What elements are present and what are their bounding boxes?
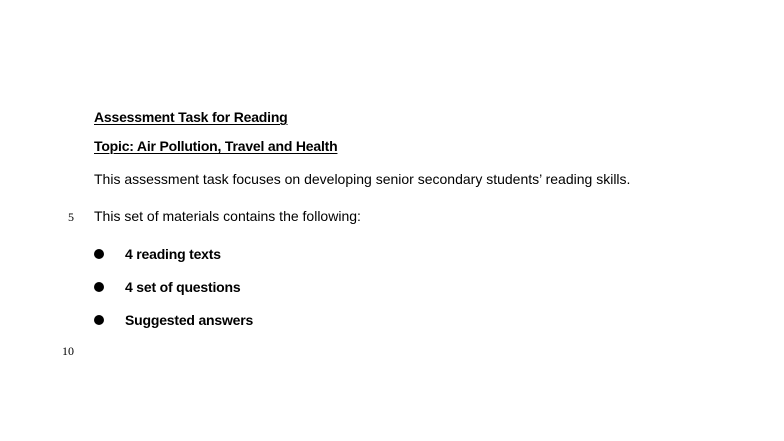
line-number-10: 10 [62, 344, 74, 358]
list-item [94, 244, 221, 264]
bullet-icon [94, 282, 104, 292]
document-title: Assessment Task for Reading [94, 109, 288, 125]
list-item-text: 4 set of questions [125, 279, 241, 295]
intro-paragraph: This assessment task focuses on developing senior secondary students’ reading skills. [94, 171, 631, 187]
bullet-icon [94, 315, 104, 325]
line-number-5: 5 [68, 210, 74, 224]
document-topic: Topic: Air Pollution, Travel and Health [94, 138, 338, 154]
bullet-icon [94, 249, 104, 259]
list-item [94, 277, 240, 297]
list-item [94, 310, 253, 330]
contents-intro: This set of materials contains the following: [94, 208, 361, 224]
list-item-text: 4 reading texts [125, 246, 221, 262]
list-item-text: Suggested answers [125, 312, 254, 328]
